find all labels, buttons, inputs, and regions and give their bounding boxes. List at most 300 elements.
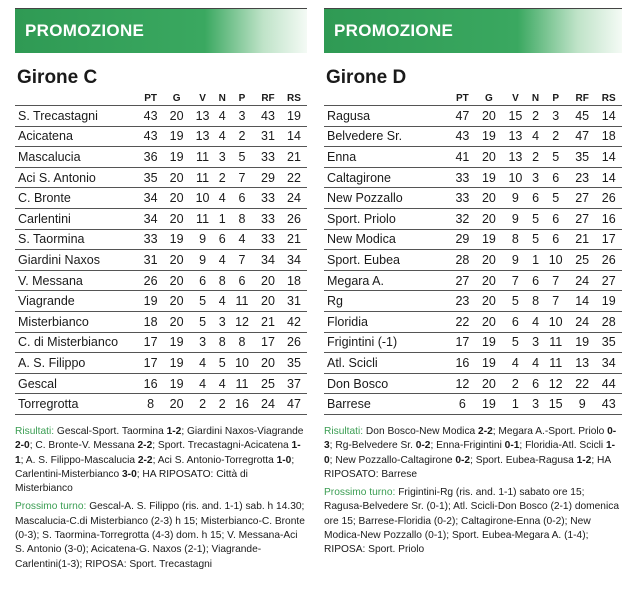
stat-rs: 26 [281,208,307,229]
stat-rs: 18 [281,270,307,291]
table-row [15,208,307,229]
stat-rf: 20 [255,270,281,291]
stat-rs: 43 [595,394,622,415]
stat-v: 11 [190,167,216,188]
results-paragraph [15,425,307,496]
stat-pt: 36 [138,147,164,168]
stat-rf: 25 [569,250,596,271]
stat-n: 4 [529,311,543,332]
team-name: Giardini Naxos [15,250,138,271]
stat-g: 20 [164,208,190,229]
stat-g: 20 [476,250,503,271]
stat-pt: 19 [138,291,164,312]
stat-p: 8 [229,332,255,353]
table-row [15,332,307,353]
stat-g: 19 [476,332,503,353]
stat-v: 4 [190,353,216,374]
results-label: Risultati: [324,425,364,437]
stat-p: 4 [229,229,255,250]
stat-rs: 16 [595,208,622,229]
stat-g: 19 [164,373,190,394]
stat-v: 13 [190,126,216,147]
table-row [324,167,622,188]
stat-pt: 32 [449,208,476,229]
stat-rf: 9 [569,394,596,415]
stat-p: 8 [229,208,255,229]
team-name: Caltagirone [324,167,449,188]
stat-g: 20 [476,270,503,291]
stat-g: 19 [476,229,503,250]
stat-rf: 34 [255,250,281,271]
stat-pt: 33 [449,188,476,209]
stat-n: 6 [529,373,543,394]
stat-v: 9 [502,188,529,209]
stat-pt: 41 [449,147,476,168]
stat-g: 20 [164,291,190,312]
stat-rf: 29 [255,167,281,188]
stat-v: 10 [502,167,529,188]
stat-v: 13 [190,106,216,127]
stat-p: 7 [542,291,569,312]
team-name: Aci S. Antonio [15,167,138,188]
stat-g: 20 [476,188,503,209]
stat-pt: 17 [138,353,164,374]
table-row [15,250,307,271]
stat-rs: 14 [281,126,307,147]
table-row [324,106,622,127]
team-name: Rg [324,291,449,312]
team-name: Megara A. [324,270,449,291]
section-banner [324,8,622,53]
stat-pt: 28 [449,250,476,271]
team-name: Misterbianco [15,311,138,332]
stat-pt: 43 [449,126,476,147]
team-name: Don Bosco [324,373,449,394]
stat-v: 5 [502,332,529,353]
stat-rf: 23 [569,167,596,188]
stat-rs: 35 [595,332,622,353]
stat-rf: 25 [255,373,281,394]
column-header-n: N [531,92,540,104]
stat-v: 10 [190,188,216,209]
stat-n: 5 [529,229,543,250]
team-name: Ragusa [324,106,449,127]
stat-rs: 14 [595,167,622,188]
stat-n: 8 [529,291,543,312]
group-title: Girone C [17,67,98,88]
column-header-pt: PT [456,92,469,104]
stat-rs: 27 [595,270,622,291]
stat-n: 4 [216,106,230,127]
stat-g: 20 [164,106,190,127]
stat-pt: 27 [449,270,476,291]
girone-d-column [324,8,622,562]
stat-rs: 28 [595,311,622,332]
stat-n: 4 [216,188,230,209]
stat-rf: 31 [255,126,281,147]
stat-p: 5 [229,147,255,168]
stat-rs: 19 [595,291,622,312]
stat-g: 20 [476,311,503,332]
next-round-paragraph [15,500,307,571]
table-row [15,373,307,394]
stat-pt: 8 [138,394,164,415]
stat-rs: 34 [595,353,622,374]
stat-pt: 47 [449,106,476,127]
stat-pt: 16 [449,353,476,374]
team-name: V. Messana [15,270,138,291]
stat-pt: 29 [449,229,476,250]
team-name: Sport. Priolo [324,208,449,229]
next-round-text: Frigintini-Rg (ris. and. 1-1) sabato ore 15; Ragusa-Belvedere Sr. (0-1); Atl. Scicli-Don Bosco (2-1) domenica ore 15; Barrese-Floridia (0-2); Caltagirone-Enna (0-2); New Modica-New Pozzallo (0-1); Sport. Eubea-Megara A. (1-4); RIPOSA: Sport. Priolo [324,487,619,556]
stat-rf: 47 [569,126,596,147]
column-header-p: P [238,92,246,104]
team-name: Gescal [15,373,138,394]
stat-p: 5 [542,188,569,209]
column-header-rs: RS [601,92,616,104]
stat-rf: 33 [255,188,281,209]
stat-g: 20 [476,373,503,394]
stat-g: 20 [476,106,503,127]
stat-n: 4 [216,126,230,147]
stat-g: 20 [164,167,190,188]
stat-pt: 18 [138,311,164,332]
stat-pt: 34 [138,208,164,229]
table-row [324,229,622,250]
stat-rs: 17 [595,229,622,250]
stat-v: 5 [190,291,216,312]
header-row [15,91,307,106]
stat-g: 20 [164,188,190,209]
table-row [15,270,307,291]
stat-n: 4 [216,291,230,312]
notes [15,425,307,572]
stat-rf: 27 [569,188,596,209]
notes [324,425,622,558]
section-title: PROMOZIONE [334,21,454,40]
stat-rs: 31 [281,291,307,312]
column-header-rs: RS [287,92,301,104]
stat-n: 4 [529,126,543,147]
stat-g: 20 [476,291,503,312]
table-row [15,291,307,312]
stat-v: 5 [502,291,529,312]
stat-n: 4 [216,250,230,271]
stat-n: 8 [216,270,230,291]
stat-p: 7 [229,167,255,188]
table-row [324,311,622,332]
stat-p: 10 [542,250,569,271]
stat-pt: 33 [449,167,476,188]
stat-n: 6 [216,229,230,250]
table-row [324,250,622,271]
next-round-label: Prossimo turno: [15,501,87,513]
stat-p: 6 [542,208,569,229]
table-row [324,208,622,229]
team-name: Frigintini (-1) [324,332,449,353]
stat-rf: 13 [569,353,596,374]
table-row [324,394,622,415]
column-header-g: G [485,92,493,104]
next-round-paragraph [324,486,622,557]
table-row [324,291,622,312]
stat-rs: 21 [281,147,307,168]
stat-n: 3 [216,147,230,168]
stat-rf: 17 [255,332,281,353]
stat-p: 11 [542,332,569,353]
stat-pt: 35 [138,167,164,188]
team-name: C. Bronte [15,188,138,209]
stat-n: 1 [529,250,543,271]
stat-g: 19 [476,126,503,147]
column-header-pt: PT [144,92,157,104]
table-row [15,311,307,332]
stat-pt: 23 [449,291,476,312]
stat-p: 6 [229,188,255,209]
team-name: Barrese [324,394,449,415]
stat-v: 4 [190,373,216,394]
column-header-rf: RF [575,92,589,104]
stat-g: 20 [164,270,190,291]
table-row [15,106,307,127]
section-banner [15,8,307,53]
team-name: Mascalucia [15,147,138,168]
stat-g: 19 [476,353,503,374]
stat-n: 2 [529,147,543,168]
stat-rs: 26 [595,250,622,271]
stat-rf: 22 [569,373,596,394]
team-name: Enna [324,147,449,168]
stat-rs: 47 [281,394,307,415]
stat-v: 9 [502,208,529,229]
stat-pt: 22 [449,311,476,332]
table-row [15,394,307,415]
results-text: Don Bosco-New Modica 2-2; Megara A.-Sport. Priolo 0-3; Rg-Belvedere Sr. 0-2; Enna-Frigintini 0-1; Floridia-Atl. Scicli 1-0; New Pozzallo-Caltagirone 0-2; Sport. Eubea-Ragusa 1-2; HA RIPOSATO: Barrese [324,425,617,480]
column-header-rf: RF [261,92,275,104]
stat-rs: 26 [281,332,307,353]
stat-rf: 24 [569,311,596,332]
team-name: Floridia [324,311,449,332]
stat-n: 3 [216,311,230,332]
stat-rs: 35 [281,353,307,374]
stat-rs: 14 [595,147,622,168]
stat-p: 2 [542,126,569,147]
team-header [324,91,449,106]
column-header-v: V [512,92,519,104]
results-paragraph [324,425,622,482]
team-header [15,91,138,106]
stat-pt: 6 [449,394,476,415]
stat-p: 11 [542,353,569,374]
stat-v: 2 [502,373,529,394]
stat-n: 4 [216,373,230,394]
stat-g: 19 [476,167,503,188]
stat-pt: 43 [138,106,164,127]
stat-g: 19 [476,394,503,415]
table-row [324,147,622,168]
team-name: New Modica [324,229,449,250]
next-round-text: Gescal-A. S. Filippo (ris. and. 1-1) sab. h 14.30; Mascalucia-C.di Misterbianco (2-3) h 15; Misterbianco-C. Bronte (0-3); S. Taormina-Torregrotta (4-3) dom. h 15; V. Messana-Aci S. Antonio (3-0); Acicatena-G. Naxos (2-1); Viagrande-Carlentini(1-3); RIPOSA: Sport. Trecastagni [15,501,305,570]
column-header-n: N [218,92,226,104]
stat-pt: 16 [138,373,164,394]
stat-rs: 18 [595,126,622,147]
table-row [15,188,307,209]
stat-rs: 44 [595,373,622,394]
stat-rf: 33 [255,229,281,250]
stat-rf: 20 [255,291,281,312]
stat-p: 7 [229,250,255,271]
stat-n: 3 [529,394,543,415]
stat-p: 5 [542,147,569,168]
table-row [15,126,307,147]
stat-g: 20 [164,311,190,332]
column-header-v: V [199,92,206,104]
table-row [15,353,307,374]
stat-pt: 34 [138,188,164,209]
stat-pt: 33 [138,229,164,250]
stat-n: 2 [529,106,543,127]
team-name: A. S. Filippo [15,353,138,374]
stat-p: 11 [229,291,255,312]
team-name: Acicatena [15,126,138,147]
stat-rf: 24 [569,270,596,291]
stat-v: 4 [502,353,529,374]
stat-v: 9 [502,250,529,271]
stat-p: 6 [229,270,255,291]
stat-p: 16 [229,394,255,415]
stat-p: 2 [229,126,255,147]
stat-rf: 33 [255,208,281,229]
results-label: Risultati: [15,425,55,437]
standings-table [324,91,622,415]
stat-rf: 45 [569,106,596,127]
stat-n: 2 [216,167,230,188]
stat-rs: 37 [281,373,307,394]
table-row [15,167,307,188]
stat-v: 3 [190,332,216,353]
stat-pt: 31 [138,250,164,271]
team-name: S. Trecastagni [15,106,138,127]
stat-n: 5 [216,353,230,374]
table-row [324,126,622,147]
stat-rs: 14 [595,106,622,127]
section-title: PROMOZIONE [25,21,145,40]
stat-p: 7 [542,270,569,291]
team-name: Torregrotta [15,394,138,415]
stat-v: 2 [190,394,216,415]
stat-rf: 20 [255,353,281,374]
stat-v: 7 [502,270,529,291]
stat-p: 6 [542,229,569,250]
stat-rf: 19 [569,332,596,353]
stat-pt: 12 [449,373,476,394]
table-row [324,332,622,353]
stat-g: 19 [164,353,190,374]
stat-g: 19 [164,147,190,168]
stat-v: 15 [502,106,529,127]
stat-rf: 21 [255,311,281,332]
standings-body [15,106,307,415]
team-name: Belvedere Sr. [324,126,449,147]
stat-v: 1 [502,394,529,415]
stat-pt: 17 [449,332,476,353]
stat-n: 3 [529,332,543,353]
table-row [324,188,622,209]
stat-rf: 43 [255,106,281,127]
stat-n: 3 [529,167,543,188]
stat-v: 13 [502,126,529,147]
stat-p: 3 [542,106,569,127]
stat-g: 20 [164,250,190,271]
team-name: S. Taormina [15,229,138,250]
stat-rs: 24 [281,188,307,209]
stat-pt: 17 [138,332,164,353]
results-text: Gescal-Sport. Taormina 1-2; Giardini Naxos-Viagrande 2-0; C. Bronte-V. Messana 2-2; Sport. Trecastagni-Acicatena 1-1; A. S. Filippo-Mascalucia 2-2; Aci S. Antonio-Torregrotta 1-0; Carlentini-Misterbianco 3-0; HA RIPOSATO: Città di Misterbianco [15,425,304,495]
team-name: Sport. Eubea [324,250,449,271]
stat-rs: 26 [595,188,622,209]
stat-rf: 27 [569,208,596,229]
stat-v: 13 [502,147,529,168]
stat-p: 15 [542,394,569,415]
stat-rs: 19 [281,106,307,127]
stat-v: 6 [502,311,529,332]
stat-n: 6 [529,188,543,209]
stat-g: 20 [164,394,190,415]
stat-v: 5 [190,311,216,332]
stat-rf: 33 [255,147,281,168]
stat-n: 1 [216,208,230,229]
stat-pt: 43 [138,126,164,147]
stat-pt: 26 [138,270,164,291]
stat-n: 4 [529,353,543,374]
stat-n: 8 [216,332,230,353]
stat-n: 6 [529,270,543,291]
standings-body [324,106,622,415]
stat-g: 20 [476,147,503,168]
table-row [15,229,307,250]
stat-g: 19 [164,126,190,147]
stat-g: 19 [164,229,190,250]
table-row [324,353,622,374]
group-title: Girone D [326,67,407,88]
stat-p: 11 [229,373,255,394]
column-header-g: G [172,92,181,104]
stat-p: 12 [542,373,569,394]
team-name: New Pozzallo [324,188,449,209]
next-round-label: Prossimo turno: [324,487,396,499]
stat-v: 8 [502,229,529,250]
stat-n: 2 [216,394,230,415]
girone-c-column [15,8,307,576]
stat-p: 10 [229,353,255,374]
stat-v: 9 [190,229,216,250]
stat-v: 9 [190,250,216,271]
team-name: Viagrande [15,291,138,312]
table-row [324,270,622,291]
stat-rs: 34 [281,250,307,271]
column-header-p: P [552,92,560,104]
team-name: C. di Misterbianco [15,332,138,353]
stat-rf: 14 [569,291,596,312]
stat-p: 6 [542,167,569,188]
table-row [15,147,307,168]
standings-table [15,91,307,415]
stat-rf: 24 [255,394,281,415]
stat-rf: 21 [569,229,596,250]
stat-v: 11 [190,147,216,168]
header-row [324,91,622,106]
stat-v: 11 [190,208,216,229]
